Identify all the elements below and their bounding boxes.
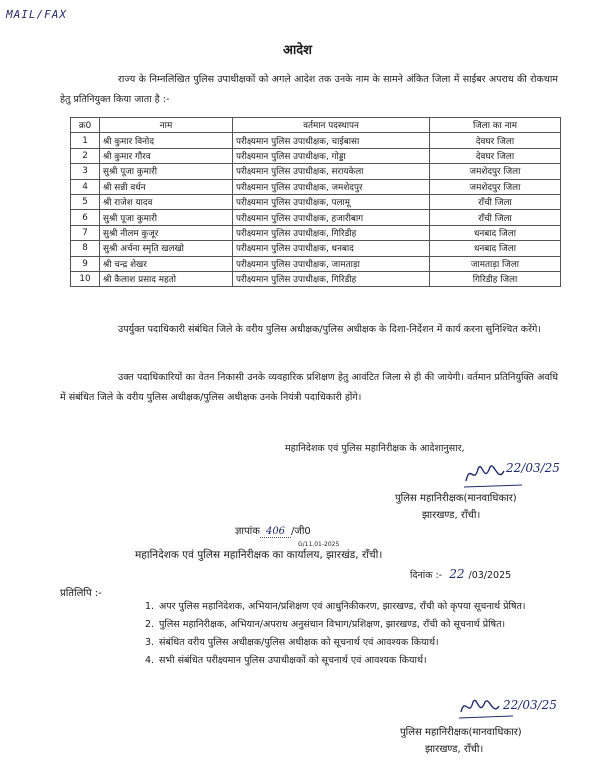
signatory-2-place: झारखण्ड, राँची। — [425, 744, 484, 755]
list-item — [145, 635, 565, 650]
cell-serial: 7 — [71, 225, 100, 240]
date-line — [410, 567, 511, 581]
col-header-district: जिला का नाम — [430, 118, 561, 133]
supervision-paragraph: उपर्युक्त पदाधिकारी संबंधित जिले के वरीय पुलिस अधीक्षक/पुलिस अधीक्षक के दिशा-निर्देशन में कार्य करना सुनिश्चित करेंगे। — [118, 324, 541, 335]
signatory-1-place: झारखण्ड, राँची। — [422, 510, 481, 521]
table-row — [71, 148, 561, 163]
table-row — [71, 241, 561, 256]
cell-posting: परीक्ष्यमान पुलिस उपाधीक्षक, धनबाद — [233, 241, 430, 256]
list-item — [145, 617, 565, 632]
cell-name: सुश्री पूजा कुमारी — [100, 164, 233, 179]
cell-name: श्री कैलाश प्रसाद महतो — [100, 271, 233, 286]
cell-posting: परीक्ष्यमान पुलिस उपाधीक्षक, गोड्डा — [233, 148, 430, 163]
cell-name: सुश्री नीलम कुजूर — [100, 225, 233, 240]
memo-number-line — [235, 523, 311, 537]
table-row — [71, 194, 561, 209]
intro-paragraph: राज्य के निम्नलिखित पुलिस उपाधीक्षकों को अगले आदेश तक उनके नाम के सामने अंकित जिला में साईबर अपराध की रोकथाम हेतु प्रतिनियुक्त किया जाता है :- — [60, 74, 558, 105]
file-reference: G/11.01-2025 — [298, 541, 340, 548]
cell-district: धनबाद जिला — [430, 241, 561, 256]
table-row — [71, 225, 561, 240]
list-item-number: 2. — [145, 619, 155, 630]
cell-district: जामताड़ा जिला — [430, 256, 561, 271]
cell-posting: परीक्ष्यमान पुलिस उपाधीक्षक, गिरिडीह — [233, 271, 430, 286]
date-rest: /03/2025 — [468, 570, 512, 581]
document-title: आदेश — [282, 43, 313, 58]
mail-fax-stamp: MAIL/FAX — [6, 8, 67, 21]
cell-name: सुश्री पूजा कुमारी — [100, 210, 233, 225]
cell-serial: 4 — [71, 179, 100, 194]
date-label: दिनांक :- — [410, 570, 443, 581]
signatory-1-designation: पुलिस महानिरीक्षक(मानवाधिकार) — [395, 493, 517, 504]
list-item — [145, 599, 565, 614]
list-item — [145, 653, 565, 668]
salary-paragraph: उक्त पदाधिकारियों का वेतन निकासी उनके व्यवहारिक प्रशिक्षण हेतु आवंटित जिला से ही की जायेगी। वर्तमान प्रतिनियुक्ति अवधि में संबंधित जिले के वरीय पुलिस अधीक्षक/पुलिस अधीक्षक उनके नियंत्री पदाधिकारी होंगे। — [60, 372, 558, 403]
cell-serial: 1 — [71, 133, 100, 148]
cell-serial: 3 — [71, 164, 100, 179]
cell-name: श्री सन्नी वर्धन — [100, 179, 233, 194]
cell-posting: परीक्ष्यमान पुलिस उपाधीक्षक, जामताड़ा — [233, 256, 430, 271]
list-item-number: 1. — [145, 601, 155, 612]
signature-2-date: 22/03/25 — [503, 698, 557, 712]
cell-name: सुश्री अर्चना स्मृति खलखो — [100, 241, 233, 256]
cell-district: गिरिडीह जिला — [430, 271, 561, 286]
list-item-text: संबंधित वरीय पुलिस अधीक्षक/पुलिस अधीक्षक को सूचनार्थ एवं आवश्यक कियार्थ। — [159, 637, 439, 648]
memo-suffix: /जी0 — [291, 526, 311, 537]
table-header-row — [71, 118, 561, 133]
cell-district: देवघर जिला — [430, 148, 561, 163]
table-row — [71, 133, 561, 148]
table-row — [71, 179, 561, 194]
cell-posting: परीक्ष्यमान पुलिस उपाधीक्षक, चाईबासा — [233, 133, 430, 148]
cell-serial: 10 — [71, 271, 100, 286]
cell-name: श्री राजेश यादव — [100, 194, 233, 209]
date-day: 22 — [449, 567, 465, 581]
cell-posting: परीक्ष्यमान पुलिस उपाधीक्षक, पलामू — [233, 194, 430, 209]
list-item-text: अपर पुलिस महानिदेशक, अभियान/प्रशिक्षण एवं आधुनिकीकरण, झारखण्ड, राँची को कृपया सूचनार्थ प्रेषित। — [159, 601, 526, 612]
col-header-serial: क्र0 — [71, 118, 100, 133]
list-item-text: सभी संबंधित परीक्ष्यमान पुलिस उपाधीक्षकों को सूचनार्थ एवं आवश्यक कियार्थ। — [159, 655, 427, 666]
cell-district: राँची जिला — [430, 210, 561, 225]
table-row — [71, 164, 561, 179]
cell-posting: परीक्ष्यमान पुलिस उपाधीक्षक, सरायकेला — [233, 164, 430, 179]
list-item-number: 4. — [145, 655, 155, 666]
office-line: महानिदेशक एवं पुलिस महानिरीक्षक का कार्यालय, झारखंड, राँची। — [135, 549, 383, 561]
cell-serial: 6 — [71, 210, 100, 225]
cell-posting: परीक्ष्यमान पुलिस उपाधीक्षक, हजारीबाग — [233, 210, 430, 225]
list-item-text: पुलिस महानिरीक्षक, अभियान/अपराध अनुसंधान विभाग/प्रशिक्षण, झारखण्ड, राँची को सूचनार्थ प्रेषित। — [159, 619, 506, 630]
cell-district: राँची जिला — [430, 194, 561, 209]
cell-district: जमशेदपुर जिला — [430, 164, 561, 179]
cell-serial: 9 — [71, 256, 100, 271]
order-by-line: महानिदेशक एवं पुलिस महानिरीक्षक के आदेशानुसार, — [285, 443, 465, 454]
copy-to-list — [145, 599, 565, 668]
table-row — [71, 271, 561, 286]
col-header-posting: वर्तमान पदस्थापन — [233, 118, 430, 133]
cell-district: देवघर जिला — [430, 133, 561, 148]
memo-number: 406 — [260, 526, 291, 538]
cell-serial: 8 — [71, 241, 100, 256]
memo-label: ज्ञापांक — [235, 526, 260, 537]
signatory-2-designation: पुलिस महानिरीक्षक(मानवाधिकार) — [400, 727, 522, 738]
cell-serial: 5 — [71, 194, 100, 209]
copy-to-label: प्रतिलिपि :- — [60, 588, 102, 599]
cell-posting: परीक्ष्यमान पुलिस उपाधीक्षक, गिरिडीह — [233, 225, 430, 240]
deputation-table — [70, 117, 561, 287]
signature-1 — [462, 455, 572, 495]
col-header-name: नाम — [100, 118, 233, 133]
cell-name: श्री कुमार गौरव — [100, 148, 233, 163]
list-item-number: 3. — [145, 637, 155, 648]
cell-serial: 2 — [71, 148, 100, 163]
cell-name: श्री चन्द्र शेखर — [100, 256, 233, 271]
cell-district: धनबाद जिला — [430, 225, 561, 240]
table-row — [71, 210, 561, 225]
cell-posting: परीक्ष्यमान पुलिस उपाधीक्षक, जमशेदपुर — [233, 179, 430, 194]
cell-name: श्री कुमार विनोद — [100, 133, 233, 148]
table-row — [71, 256, 561, 271]
signature-1-date: 22/03/25 — [506, 461, 560, 475]
cell-district: जमशेदपुर जिला — [430, 179, 561, 194]
